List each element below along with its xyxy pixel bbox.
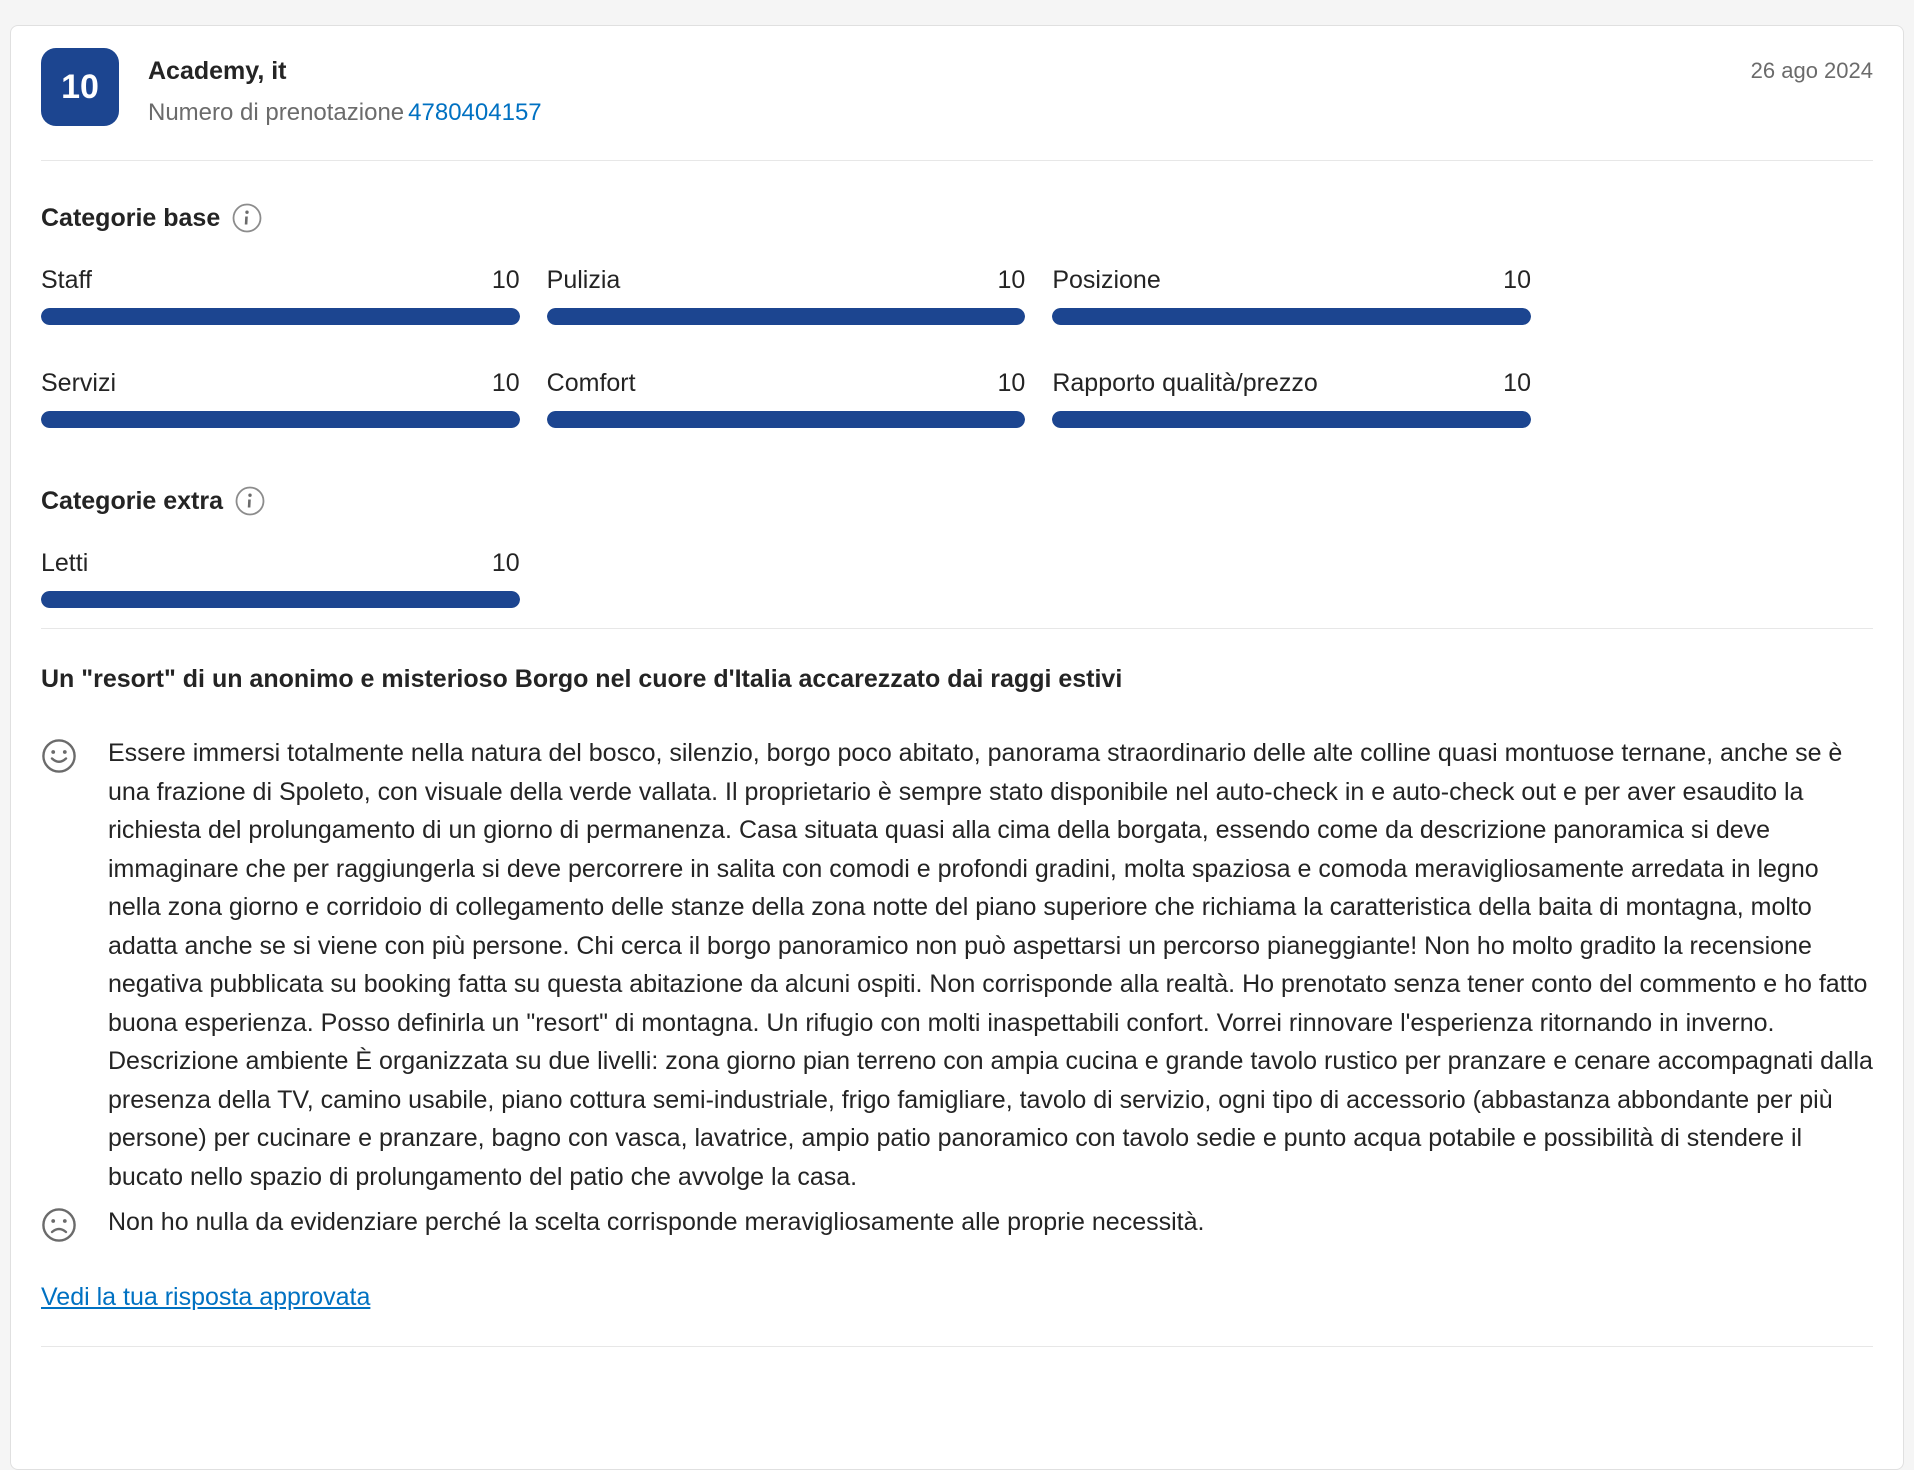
review-title: Un "resort" di un anonimo e misterioso Borgo nel cuore d'Italia accarezzato dai raggi estivi (41, 665, 1123, 693)
review-header (41, 46, 1873, 127)
category-score-bar (547, 411, 1026, 428)
category-header (41, 549, 520, 578)
category-value: 10 (491, 549, 520, 577)
category-score-bar (41, 411, 520, 428)
category-value: 10 (491, 369, 520, 397)
category-bar-fill (547, 308, 1026, 325)
category-cell (547, 369, 1026, 428)
categories-divider (41, 628, 1873, 629)
category-score-bar (1052, 308, 1531, 325)
category-cell (1052, 266, 1531, 325)
review-date: 26 ago 2024 (1750, 58, 1873, 83)
category-header (547, 369, 1026, 398)
positive-review-text: Essere immersi totalmente nella natura del bosco, silenzio, borgo poco abitato, panorama straordinario delle alte colline quasi montuose ternane, anche se è una frazione di Spoleto, con visuale della verde vallata. Il proprietario è sempre stato disponibile nel auto-check in e auto-check out e per aver esaudito la richiesta del prolungamento di un giorno di permanenza. Casa situata quasi alla cima della borgata, essendo come da descrizione panoramica si deve immaginare che per raggiungerla si deve percorrere in salita con comodi e profondi gradini, molta spaziosa e comoda meravigliosamente arredata in legno nella zona giorno e corridoio di collegamento delle stanze della zona notte del piano superiore che richiama la caratteristica della baita di montagna, molto adatta anche se si viene con più persone. Chi cerca il borgo panoramico non può aspettarsi un percorso pianeggiante! Non ho molto gradito la recensione negativa pubblicata su booking fatta su questa abitazione da alcuni ospiti. Non corrisponde alla realtà. Ho prenotato senza tener conto del commento e ho fatto buona esperienza. Posso definirla un "resort" di montagna. Un rifugio con molti inaspettabili confort. Vorrei rinnovare l'esperienza ritornando in inverno. Descrizione ambiente È organizzata su due livelli: zona giorno pian terreno con ampia cucina e grande tavolo rustico per pranzare e cenare accompagnati dalla presenza della TV, camino usabile, piano cottura semi-industriale, frigo famigliare, tavolo di servizio, ogni tipo di accessorio (abbastanza abbondante per più persone) per cucinare e pranzare, bagno con vasca, lavatrice, ampio patio panoramico con tavolo sedie e punto acqua potabile e possibilità di stendere il bucato nello spazio di prolungamento del patio che avvolge la casa. (108, 739, 1873, 1191)
category-label: Comfort (546, 369, 636, 397)
category-label: Staff (41, 266, 92, 294)
category-value: 10 (997, 369, 1026, 397)
category-cell (41, 369, 520, 428)
category-cell (547, 266, 1026, 325)
category-value: 10 (1503, 266, 1531, 294)
approved-response-link[interactable]: Vedi la tua risposta approvata (41, 1283, 371, 1311)
categories-base-title: Categorie base (41, 203, 221, 232)
category-bar-fill (41, 591, 520, 608)
category-bar-fill (547, 411, 1026, 428)
booking-number-label: Numero di prenotazione (148, 99, 405, 126)
happy-face-icon (41, 738, 77, 774)
review-header-left (41, 48, 542, 127)
category-label: Rapporto qualità/prezzo (1052, 369, 1318, 397)
category-bar-fill (41, 411, 520, 428)
bottom-divider (41, 1346, 1873, 1347)
category-header (1052, 266, 1531, 295)
category-bar-fill (41, 308, 520, 325)
booking-number-line (148, 99, 542, 127)
positive-review-block (41, 734, 1873, 1196)
category-score-bar (1052, 411, 1531, 428)
category-score-bar (41, 308, 520, 325)
review-card (10, 25, 1904, 1470)
category-score-bar (41, 591, 520, 608)
categories-base-heading (41, 203, 1873, 233)
category-header (547, 266, 1026, 295)
header-divider (41, 160, 1873, 161)
category-bar-fill (1052, 308, 1531, 325)
category-value: 10 (491, 266, 520, 294)
review-header-meta (148, 48, 542, 127)
review-score-badge: 10 (41, 48, 119, 126)
categories-extra-title: Categorie extra (41, 486, 224, 515)
category-header (41, 369, 520, 398)
category-value: 10 (997, 266, 1026, 294)
category-header (41, 266, 520, 295)
booking-number-link[interactable]: 4780404157 (408, 99, 542, 126)
negative-review-block (41, 1203, 1873, 1243)
category-label: Posizione (1052, 266, 1161, 294)
category-label: Letti (41, 549, 89, 577)
categories-extra-heading (41, 486, 1873, 516)
info-icon[interactable] (232, 203, 262, 233)
sad-face-icon (41, 1207, 77, 1243)
categories-base-grid (41, 266, 1531, 428)
category-bar-fill (1052, 411, 1531, 428)
category-cell (1052, 369, 1531, 428)
category-label: Pulizia (546, 266, 621, 294)
guest-name: Academy, it (148, 57, 287, 85)
category-score-bar (547, 308, 1026, 325)
negative-review-text: Non ho nulla da evidenziare perché la scelta corrisponde meravigliosamente alle proprie necessità. (108, 1208, 1205, 1236)
categories-extra-grid (41, 549, 1531, 608)
info-icon-glyph (235, 486, 265, 516)
category-value: 10 (1503, 369, 1531, 397)
info-icon-glyph (232, 203, 262, 233)
category-cell (41, 549, 520, 608)
category-label: Servizi (41, 369, 117, 397)
info-icon[interactable] (235, 486, 265, 516)
category-cell (41, 266, 520, 325)
category-header (1052, 369, 1531, 398)
